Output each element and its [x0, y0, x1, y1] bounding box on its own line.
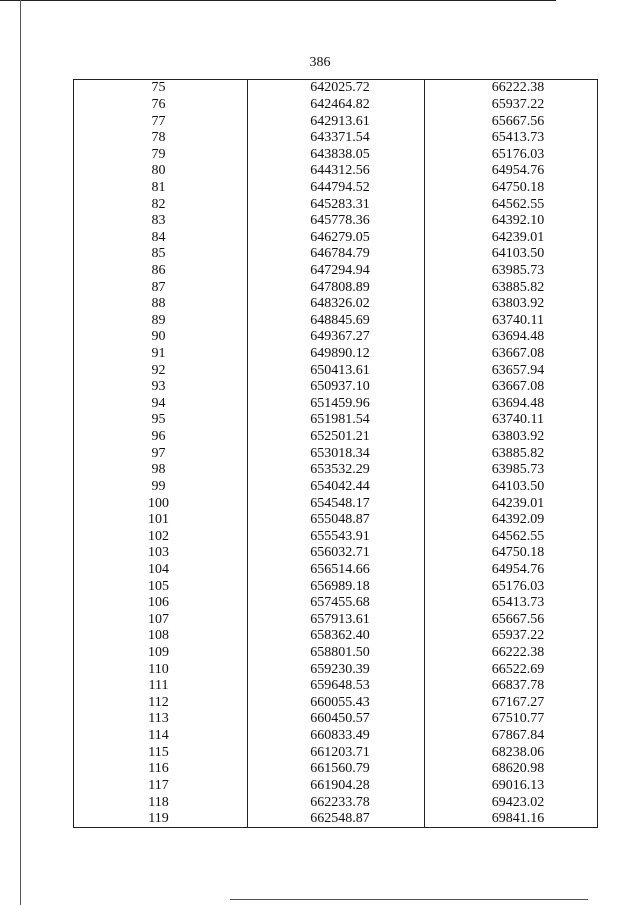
table-row [74, 479, 598, 496]
table-row [74, 445, 598, 462]
table-row [74, 778, 598, 795]
x-coordinate-cell: 656032.71 [248, 545, 425, 562]
x-coordinate-cell: 642913.61 [248, 113, 425, 130]
point-number-cell: 118 [74, 794, 248, 811]
x-coordinate-cell: 647294.94 [248, 263, 425, 280]
table-row [74, 97, 598, 114]
x-coordinate-cell: 660833.49 [248, 728, 425, 745]
x-coordinate-cell: 654042.44 [248, 479, 425, 496]
point-number-cell: 75 [74, 80, 248, 97]
x-coordinate-cell: 649890.12 [248, 346, 425, 363]
y-coordinate-cell: 63885.82 [425, 279, 598, 296]
table-row [74, 80, 598, 97]
y-coordinate-cell: 65413.73 [425, 595, 598, 612]
y-coordinate-cell: 63985.73 [425, 462, 598, 479]
y-coordinate-cell: 63885.82 [425, 445, 598, 462]
page-number: 386 [309, 55, 331, 70]
table-row [74, 346, 598, 363]
point-number-cell: 90 [74, 329, 248, 346]
point-number-cell: 77 [74, 113, 248, 130]
table-row [74, 362, 598, 379]
x-coordinate-cell: 650937.10 [248, 379, 425, 396]
table-row [74, 146, 598, 163]
y-coordinate-cell: 64392.10 [425, 213, 598, 230]
y-coordinate-cell: 63694.48 [425, 329, 598, 346]
x-coordinate-cell: 660450.57 [248, 711, 425, 728]
x-coordinate-cell: 647808.89 [248, 279, 425, 296]
x-coordinate-cell: 644312.56 [248, 163, 425, 180]
table-row [74, 229, 598, 246]
point-number-cell: 85 [74, 246, 248, 263]
x-coordinate-cell: 651459.96 [248, 396, 425, 413]
y-coordinate-cell: 64750.18 [425, 180, 598, 197]
y-coordinate-cell: 64562.55 [425, 196, 598, 213]
point-number-cell: 88 [74, 296, 248, 313]
table-row [74, 512, 598, 529]
point-number-cell: 114 [74, 728, 248, 745]
y-coordinate-cell: 64392.09 [425, 512, 598, 529]
x-coordinate-cell: 656514.66 [248, 562, 425, 579]
page-bottom-edge [230, 899, 588, 900]
y-coordinate-cell: 66222.38 [425, 80, 598, 97]
table-row [74, 213, 598, 230]
point-number-cell: 112 [74, 695, 248, 712]
y-coordinate-cell: 63667.08 [425, 379, 598, 396]
table-row [74, 528, 598, 545]
y-coordinate-cell: 63803.92 [425, 296, 598, 313]
table-row [74, 562, 598, 579]
y-coordinate-cell: 66222.38 [425, 645, 598, 662]
y-coordinate-cell: 63985.73 [425, 263, 598, 280]
point-number-cell: 83 [74, 213, 248, 230]
table-row [74, 462, 598, 479]
y-coordinate-cell: 65667.56 [425, 113, 598, 130]
x-coordinate-cell: 661560.79 [248, 761, 425, 778]
table-row [74, 612, 598, 629]
point-number-cell: 99 [74, 479, 248, 496]
point-number-cell: 86 [74, 263, 248, 280]
point-number-cell: 91 [74, 346, 248, 363]
table-row [74, 163, 598, 180]
point-number-cell: 97 [74, 445, 248, 462]
y-coordinate-cell: 69423.02 [425, 794, 598, 811]
point-number-cell: 103 [74, 545, 248, 562]
y-coordinate-cell: 64239.01 [425, 229, 598, 246]
table-row [74, 130, 598, 147]
x-coordinate-cell: 655543.91 [248, 528, 425, 545]
table-row [74, 329, 598, 346]
point-number-cell: 106 [74, 595, 248, 612]
table-row [74, 396, 598, 413]
x-coordinate-cell: 661203.71 [248, 744, 425, 761]
table-row [74, 412, 598, 429]
x-coordinate-cell: 658801.50 [248, 645, 425, 662]
table-row [74, 313, 598, 330]
x-coordinate-cell: 642464.82 [248, 97, 425, 114]
y-coordinate-cell: 69841.16 [425, 811, 598, 828]
point-number-cell: 89 [74, 313, 248, 330]
y-coordinate-cell: 63657.94 [425, 362, 598, 379]
point-number-cell: 117 [74, 778, 248, 795]
point-number-cell: 94 [74, 396, 248, 413]
y-coordinate-cell: 65937.22 [425, 97, 598, 114]
point-number-cell: 107 [74, 612, 248, 629]
y-coordinate-cell: 64954.76 [425, 562, 598, 579]
table-row [74, 196, 598, 213]
coordinate-table [73, 79, 598, 828]
y-coordinate-cell: 64750.18 [425, 545, 598, 562]
point-number-cell: 80 [74, 163, 248, 180]
x-coordinate-cell: 662233.78 [248, 794, 425, 811]
y-coordinate-cell: 66837.78 [425, 678, 598, 695]
point-number-cell: 104 [74, 562, 248, 579]
y-coordinate-cell: 68620.98 [425, 761, 598, 778]
table-row [74, 578, 598, 595]
x-coordinate-cell: 643371.54 [248, 130, 425, 147]
x-coordinate-cell: 645778.36 [248, 213, 425, 230]
point-number-cell: 98 [74, 462, 248, 479]
table-row [74, 728, 598, 745]
x-coordinate-cell: 660055.43 [248, 695, 425, 712]
y-coordinate-cell: 63803.92 [425, 429, 598, 446]
table-row [74, 678, 598, 695]
point-number-cell: 105 [74, 578, 248, 595]
table-row [74, 246, 598, 263]
x-coordinate-cell: 652501.21 [248, 429, 425, 446]
x-coordinate-cell: 657913.61 [248, 612, 425, 629]
x-coordinate-cell: 659230.39 [248, 661, 425, 678]
x-coordinate-cell: 646784.79 [248, 246, 425, 263]
page-left-edge [20, 0, 21, 905]
table-row [74, 279, 598, 296]
coordinate-table-container [73, 79, 597, 827]
x-coordinate-cell: 648845.69 [248, 313, 425, 330]
y-coordinate-cell: 68238.06 [425, 744, 598, 761]
y-coordinate-cell: 65667.56 [425, 612, 598, 629]
point-number-cell: 79 [74, 146, 248, 163]
point-number-cell: 108 [74, 628, 248, 645]
point-number-cell: 113 [74, 711, 248, 728]
point-number-cell: 82 [74, 196, 248, 213]
table-row [74, 429, 598, 446]
x-coordinate-cell: 648326.02 [248, 296, 425, 313]
table-row [74, 595, 598, 612]
x-coordinate-cell: 645283.31 [248, 196, 425, 213]
y-coordinate-cell: 69016.13 [425, 778, 598, 795]
x-coordinate-cell: 659648.53 [248, 678, 425, 695]
y-coordinate-cell: 64239.01 [425, 495, 598, 512]
y-coordinate-cell: 66522.69 [425, 661, 598, 678]
x-coordinate-cell: 657455.68 [248, 595, 425, 612]
y-coordinate-cell: 64954.76 [425, 163, 598, 180]
point-number-cell: 102 [74, 528, 248, 545]
y-coordinate-cell: 64103.50 [425, 246, 598, 263]
table-row [74, 744, 598, 761]
y-coordinate-cell: 63740.11 [425, 313, 598, 330]
x-coordinate-cell: 651981.54 [248, 412, 425, 429]
point-number-cell: 81 [74, 180, 248, 197]
table-row [74, 113, 598, 130]
table-row [74, 180, 598, 197]
point-number-cell: 87 [74, 279, 248, 296]
table-body [74, 80, 598, 828]
table-row [74, 296, 598, 313]
y-coordinate-cell: 63694.48 [425, 396, 598, 413]
point-number-cell: 76 [74, 97, 248, 114]
point-number-cell: 110 [74, 661, 248, 678]
y-coordinate-cell: 67867.84 [425, 728, 598, 745]
point-number-cell: 92 [74, 362, 248, 379]
y-coordinate-cell: 67167.27 [425, 695, 598, 712]
x-coordinate-cell: 649367.27 [248, 329, 425, 346]
y-coordinate-cell: 63667.08 [425, 346, 598, 363]
table-row [74, 695, 598, 712]
x-coordinate-cell: 650413.61 [248, 362, 425, 379]
y-coordinate-cell: 65176.03 [425, 578, 598, 595]
table-row [74, 761, 598, 778]
point-number-cell: 78 [74, 130, 248, 147]
y-coordinate-cell: 67510.77 [425, 711, 598, 728]
table-row [74, 263, 598, 280]
y-coordinate-cell: 64562.55 [425, 528, 598, 545]
y-coordinate-cell: 65937.22 [425, 628, 598, 645]
table-row [74, 645, 598, 662]
y-coordinate-cell: 64103.50 [425, 479, 598, 496]
x-coordinate-cell: 655048.87 [248, 512, 425, 529]
page-top-edge [0, 0, 556, 1]
point-number-cell: 93 [74, 379, 248, 396]
point-number-cell: 96 [74, 429, 248, 446]
table-row [74, 379, 598, 396]
x-coordinate-cell: 661904.28 [248, 778, 425, 795]
x-coordinate-cell: 642025.72 [248, 80, 425, 97]
y-coordinate-cell: 65176.03 [425, 146, 598, 163]
x-coordinate-cell: 654548.17 [248, 495, 425, 512]
point-number-cell: 119 [74, 811, 248, 828]
point-number-cell: 116 [74, 761, 248, 778]
point-number-cell: 84 [74, 229, 248, 246]
x-coordinate-cell: 646279.05 [248, 229, 425, 246]
point-number-cell: 101 [74, 512, 248, 529]
table-row [74, 545, 598, 562]
table-row [74, 661, 598, 678]
x-coordinate-cell: 662548.87 [248, 811, 425, 828]
x-coordinate-cell: 644794.52 [248, 180, 425, 197]
table-row [74, 495, 598, 512]
point-number-cell: 95 [74, 412, 248, 429]
x-coordinate-cell: 653018.34 [248, 445, 425, 462]
x-coordinate-cell: 656989.18 [248, 578, 425, 595]
point-number-cell: 115 [74, 744, 248, 761]
point-number-cell: 109 [74, 645, 248, 662]
point-number-cell: 111 [74, 678, 248, 695]
y-coordinate-cell: 63740.11 [425, 412, 598, 429]
table-row [74, 794, 598, 811]
table-row [74, 628, 598, 645]
x-coordinate-cell: 653532.29 [248, 462, 425, 479]
table-row [74, 811, 598, 828]
table-row [74, 711, 598, 728]
x-coordinate-cell: 658362.40 [248, 628, 425, 645]
point-number-cell: 100 [74, 495, 248, 512]
x-coordinate-cell: 643838.05 [248, 146, 425, 163]
y-coordinate-cell: 65413.73 [425, 130, 598, 147]
